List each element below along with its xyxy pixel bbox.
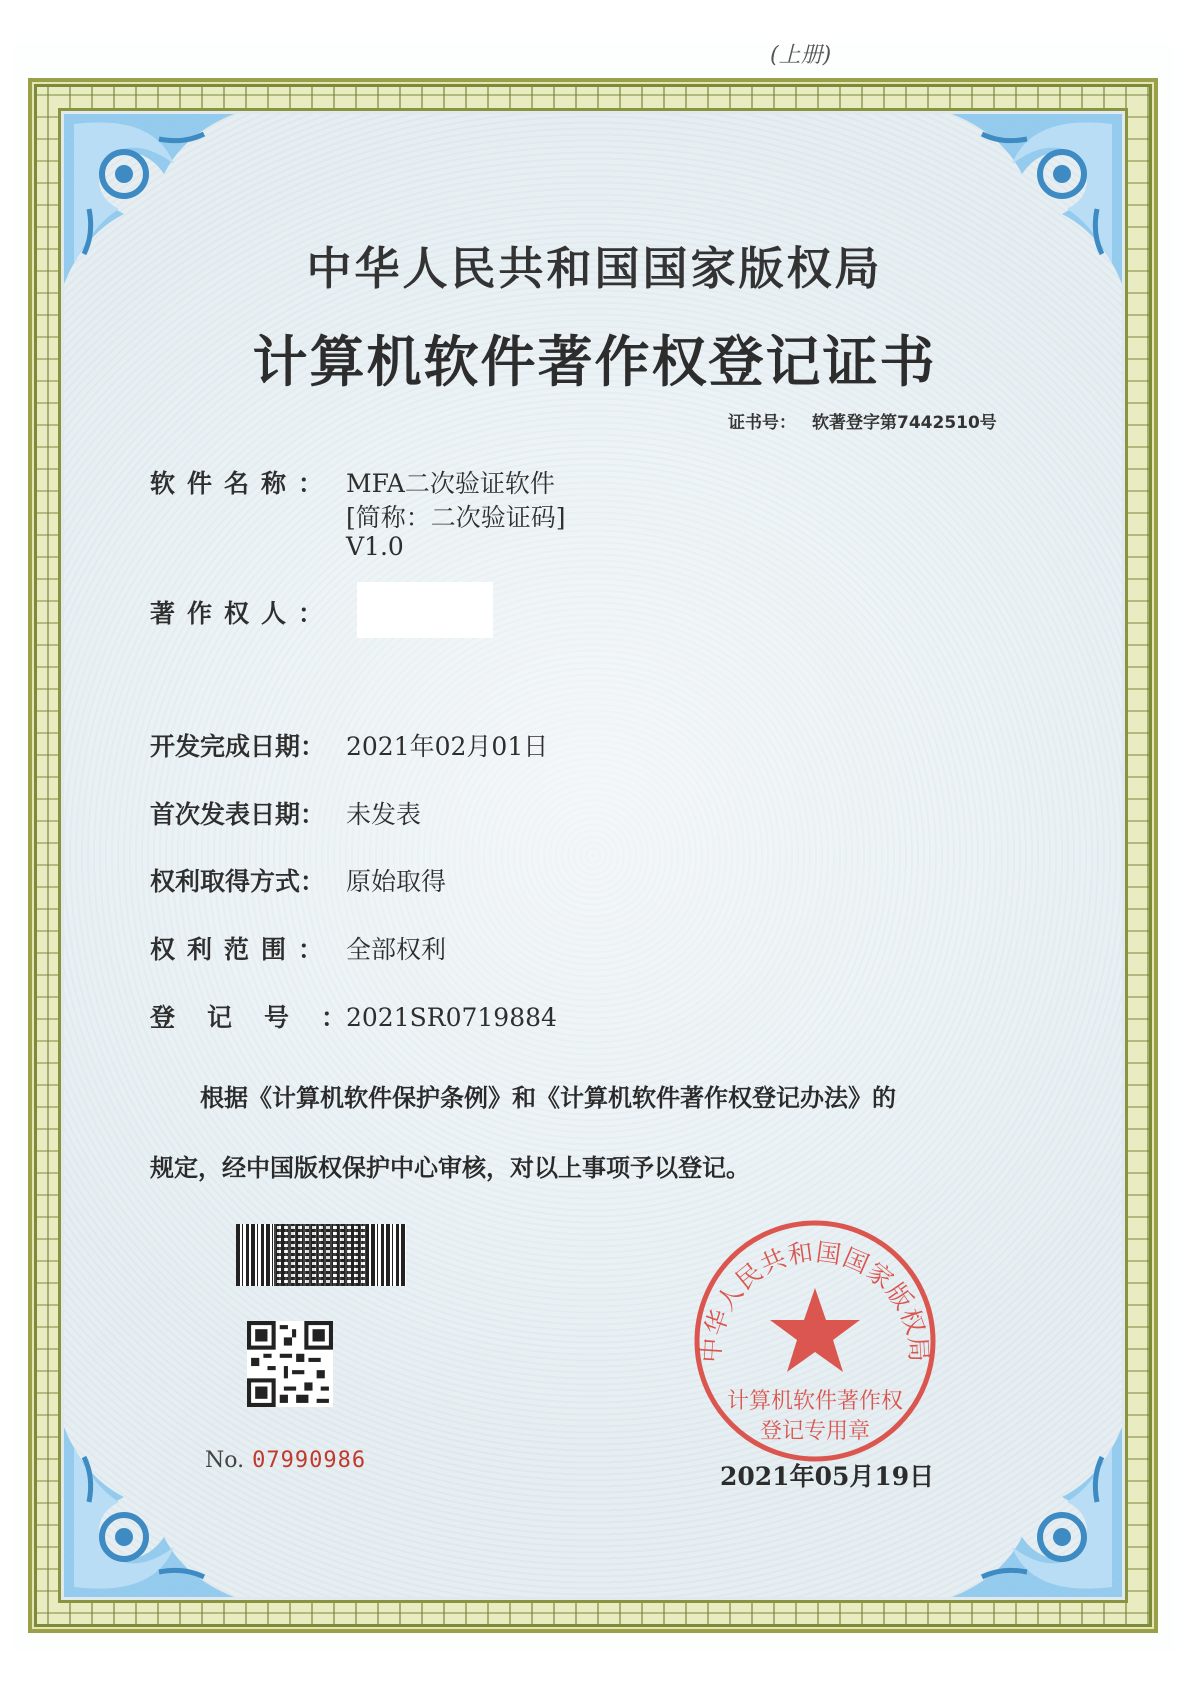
seal-text-line-1: 计算机软件著作权 (726, 1389, 904, 1414)
serial-prefix: No. (205, 1448, 245, 1473)
official-seal (690, 1216, 940, 1466)
certificate-title: 计算机软件著作权登记证书 (252, 329, 937, 394)
field-first-publication (150, 795, 421, 831)
first-publication-value: 未发表 (346, 800, 422, 829)
serial-number (205, 1448, 366, 1473)
barcode (236, 1224, 406, 1286)
field-acquisition-method (150, 862, 446, 898)
certificate-number (728, 408, 997, 433)
field-label: 首次发表日期： (150, 800, 326, 829)
rights-scope-value: 全部权利 (346, 935, 447, 964)
certificate-number-label: 证书号： (728, 413, 796, 433)
seal-ring-text: 中华人民共和国国家版权局 (696, 1237, 934, 1364)
field-completion-date (150, 727, 548, 763)
statement-line-1: 根据《计算机软件保护条例》和《计算机软件著作权登记办法》的 (200, 1084, 896, 1112)
field-registration-number (150, 998, 557, 1034)
qr-code (247, 1321, 333, 1407)
serial-value: 07990986 (252, 1448, 367, 1473)
issuer-title: 中华人民共和国国家版权局 (306, 242, 883, 295)
field-software-name (150, 464, 555, 500)
issue-date: 2021年05月19日 (720, 1462, 935, 1491)
software-name-line: MFA二次验证软件 (346, 469, 555, 498)
field-label: 软件名称： (150, 469, 336, 498)
corner-ornament-bottom-right (952, 1427, 1122, 1597)
field-label: 开发完成日期： (150, 732, 326, 761)
field-software-short-name (150, 498, 566, 534)
completion-date-value: 2021年02月01日 (346, 732, 549, 761)
seal-star-icon (770, 1288, 860, 1372)
field-label: 权利取得方式： (150, 867, 326, 896)
statement-line-2: 规定，经中国版权保护中心审核，对以上事项予以登记。 (150, 1154, 750, 1182)
field-rights-scope (150, 930, 446, 966)
field-label: 著作权人： (150, 599, 336, 628)
field-software-version (150, 532, 404, 561)
software-version-line: V1.0 (346, 532, 404, 561)
registration-number-value: 2021SR0719884 (346, 1003, 557, 1032)
acquisition-method-value: 原始取得 (346, 867, 447, 896)
field-label: 登记号： (150, 1003, 379, 1032)
redaction-box (357, 582, 493, 638)
field-label: 权利范围： (150, 935, 336, 964)
field-copyright-owner (150, 594, 346, 630)
handwritten-note: (上册) (770, 43, 832, 68)
software-short-name-line: [简称：二次验证码] (346, 503, 566, 532)
seal-text-line-2: 登记专用章 (759, 1419, 871, 1444)
certificate-number-value: 软著登字第7442510号 (812, 413, 997, 433)
